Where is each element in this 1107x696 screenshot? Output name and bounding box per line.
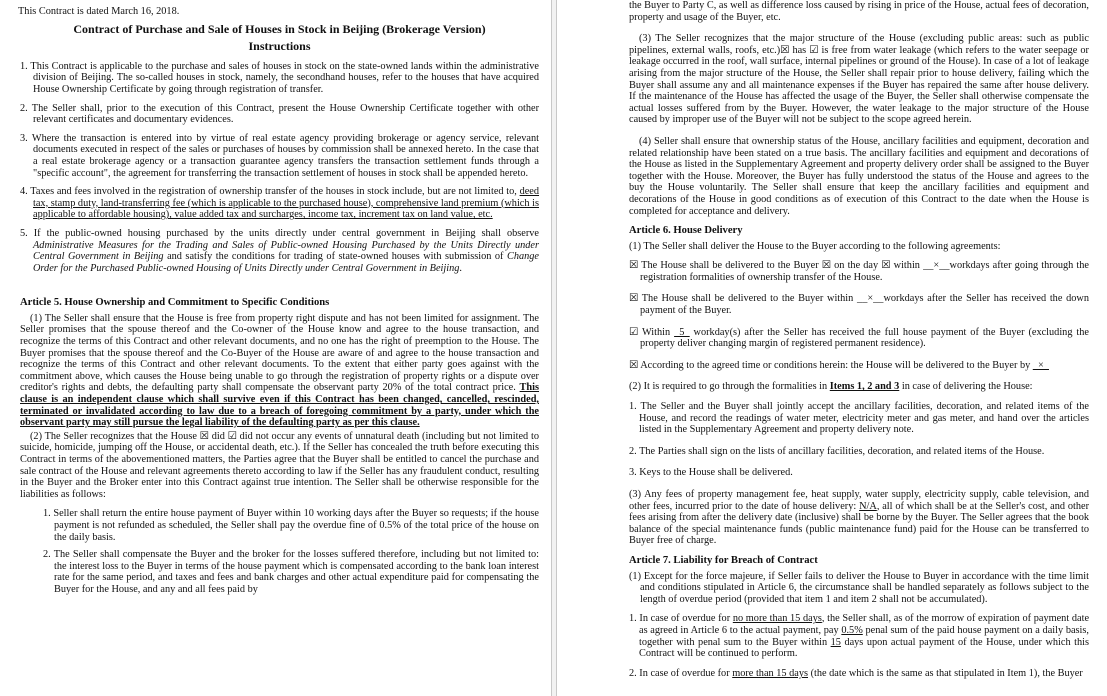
overdue-clause-1-a: 1. In case of overdue for <box>629 613 731 625</box>
item4-tax-list: deed tax, stamp duty, land-transferring fee (which is applicable to the purchased house), comprehensive land premium (which is applicable to affordable housing), value added tax and surcharges, income tax, increment tax on land value, etc. <box>33 186 540 221</box>
delivery-option-2 <box>629 293 1089 316</box>
item5-part-c: . <box>459 262 462 274</box>
article-6-item-3 <box>629 489 1089 547</box>
overdue-clause-2-b: (the date which is the same as that stipulated in Item 1), the Buyer <box>810 667 1083 679</box>
overdue-clause-1-b: , the Seller shall, as of the morrow of expiration of payment date as agreed in Article 6 to the actual payment, pay <box>639 613 1090 636</box>
article-6-items-ref: Items 1, 2 and 3 <box>829 381 900 393</box>
overdue-period-long: more than 15 days <box>732 667 808 679</box>
article-5-para-4: (4) Seller shall ensure that ownership status of the House, ancillary facilities and equipment, decoration and related relationship have been stated on a true basis. The ancillary facilities and equipment and decorations of the House as listed in the Supplementary Agreement and property delivery order shall be assigned to the Buyer together with the House. Moreover, the Buyer has fully understood the status of the House and agrees to the buy the House voluntarily. The Seller shall ensure that keep the ancillary facilities and equipment and decorations of the House in good conditions as of execution of this Contract to the date when the House is completed for acceptance and delivery. <box>629 135 1089 217</box>
overdue-clause-1 <box>629 613 1089 659</box>
delivery-option-2-b: workdays after the Seller has received the down payment of the Buyer. <box>640 293 1089 317</box>
overdue-period-short: no more than 15 days <box>732 613 822 625</box>
article-6-item-2 <box>629 381 1089 393</box>
item5-change-order-title: Change Order for the Purchased Public-owned Housing of Units Directly under Central Government in Beijing <box>33 251 539 274</box>
delivery-option-1 <box>629 260 1089 283</box>
item5-part-b: and satisfy the conditions for trading of state-owned houses with submission of <box>167 251 504 263</box>
item4-lead: 4. Taxes and fees involved in the registration of ownership transfer of the houses in stock include, but are not limited to, <box>20 186 517 198</box>
article-6-item-3-na: N/A <box>859 500 877 512</box>
instruction-item-1: 1. This Contract is applicable to the purchase and sales of houses in stock on the state-owned lands within the administrative division of Beijing. The so-called houses in stock, namely, the secondhand houses, refer to the houses that have acquired House Ownership Certificate by going through registration of transfer. <box>20 60 539 95</box>
delivery-option-2-blank: __×__ <box>857 293 884 305</box>
overdue-clause-1-c: penal sum of the paid house payment on a daily basis, together with penal sum to the Buyer within <box>639 624 1090 648</box>
delivery-option-4 <box>629 360 1089 372</box>
contract-title: Contract of Purchase and Sale of Houses in Stock in Beijing (Brokerage Version) <box>73 21 486 36</box>
article-5-para-1-text: (1) The Seller shall ensure that the House is free from property right dispute and has not been limited for assignment. The Seller promises that the spouse thereof and the Co-owner of the House know and agree to the house transaction, and recognize the terms of this Contract and other relevant documents, and no one has the right of preemption to the House. The Buyer promises that the spouse thereof and the Co-Buyer of the House are aware of and agree to the house transaction and recognize the terms of this Contract and other relevant documents. To the extent that either party goes against with the commitment above, which causes the House being unable to go through the registration of property rights or a dispute over creditor's rights and debts, the defaulting party shall compensate the observant party 20% of the total contract price. <box>20 312 539 394</box>
instruction-item-2: 2. The Seller shall, prior to the execution of this Contract, present the House Ownership Certificate together with other relevant certificates and documentary evidences. <box>20 102 539 126</box>
article-5-para-1 <box>20 313 539 429</box>
article-6-item-2-b: in case of delivering the House: <box>901 381 1033 393</box>
page-left <box>0 0 552 696</box>
delivery-option-4-a: ☒ According to the agreed time or conditions herein: the House will be delivered to the Buyer by <box>629 359 1031 371</box>
right-column <box>629 0 1089 679</box>
overdue-clause-1-d: days upon actual payment of the House, under which this Contract will be continued to perform. <box>639 636 1090 660</box>
article-7-heading: Article 7. Liability for Breach of Contract <box>629 554 818 566</box>
article-7-item-1: (1) Except for the force majeure, if Seller fails to deliver the House to Buyer in accordance with the time limit and conditions stipulated in Article 6, the circumstance shall be handled separately as follows subject to the length of overdue period (provided that item 1 and item 2 shall not be accumulated). <box>629 570 1089 605</box>
instruction-item-3: 3. Where the transaction is entered into by virtue of real estate agency providing brokerage or agency service, relevant documents executed in respect of the sales or purchases of houses by commission shall be annexed hereto. In the case that a real estate brokerage agency or a transaction guarantee agency transfers the transaction settlement funds through a "specific account", the agreement for transferring the transaction settlement of houses in stock shall be appended hereto. <box>20 132 539 179</box>
penalty-rate: 0.5% <box>841 624 863 636</box>
article-5-subitem-1: 1. Seller shall return the entire house payment of Buyer within 10 working days after the Buyer so requests; if the house payment is not refunded as scheduled, the Seller shall pay the overdue fine of 0.5% of the total price of the house on the daily basis. <box>43 508 539 543</box>
article-6-item-3-a: (3) Any fees of property management fee, heat supply, water supply, electricity supply, cable television, and other fees, incurred prior to the date of house delivery: <box>629 489 1089 512</box>
delivery-option-3 <box>629 327 1089 350</box>
overdue-clause-2-a: 2. In case of overdue for <box>629 667 730 679</box>
instruction-item-4 <box>20 186 539 221</box>
delivery-option-1-a: ☒ The House shall be delivered to the Buyer ☒ on the day ☒ within <box>629 260 920 272</box>
contract-date-line: This Contract is dated March 16, 2018. <box>18 6 180 17</box>
delivery-option-4-blank: _×_ <box>1032 359 1049 371</box>
delivery-option-2-a: ☒ The House shall be delivered to the Buyer within <box>629 293 854 305</box>
left-column <box>20 6 539 596</box>
article-5-subitem-2: 2. The Seller shall compensate the Buyer and the broker for the losses suffered therefore, including but not limited to: the interest loss to the Buyer in terms of the house payment which is compensated according to the bank loan interest rate for the same period, and taxes and fees and bank charges and other actual expenditure paid for compensating the Buyer for the House, and any and all fees paid by <box>43 549 539 595</box>
instructions-heading: Instructions <box>248 39 311 54</box>
instruction-item-5 <box>20 228 539 274</box>
delivery-formality-3: 3. Keys to the House shall be delivered. <box>629 467 793 479</box>
article-5-para-2: (2) The Seller recognizes that the House ☒ did ☑ did not occur any events of unnatural death (including but not limited to suicide, homicide, jumping off the House, or accidental death, etc.). If the Seller has concealed the truth before executing this Contract in terms of the abovementioned matters, the Parties agree that the Buyer shall be entitled to cancel the purchase and sale contract of the House and relevant agreements thereto according to law if the Seller has any fraudulent conduct, resulting in the Buyer and the Broker enter into this Contract against true intention. The Seller shall be otherwise responsible for the liabilities as follows: <box>20 430 539 500</box>
overdue-clause-2 <box>629 668 1089 680</box>
delivery-option-3-blank: _5_ <box>674 326 690 338</box>
delivery-option-3-a: ☑ Within <box>629 326 671 338</box>
article-6-item-1: (1) The Seller shall deliver the House to the Buyer according to the following agreements: <box>629 240 1001 252</box>
article-6-item-2-a: (2) It is required to go through the formalities in <box>629 381 828 393</box>
delivery-option-1-blank: __×__ <box>923 260 950 272</box>
item5-part-a: 5. If the public-owned housing purchased by the units directly under central government in Beijing shall observe <box>20 227 539 239</box>
article-6-heading: Article 6. House Delivery <box>629 225 743 237</box>
delivery-option-3-b: workday(s) after the Seller has received the full house payment of the Buyer (excluding the property deliver changing margin of registered permanent residence). <box>640 326 1090 350</box>
article-5-heading: Article 5. House Ownership and Commitment to Specific Conditions <box>20 297 330 309</box>
delivery-option-1-b: workdays after going through the registration formalities of ownership transfer of the House. <box>640 260 1090 283</box>
penalty-days: 15 <box>830 636 841 648</box>
item5-measures-title: Administrative Measures for the Trading and Sales of Public-owned Housing Purchased by the Units Directly under Central Government in Beijing <box>33 239 539 263</box>
independent-clause-text: This clause is an independent clause which shall survive even if this Contract has been changed, cancelled, rescinded, terminated or invalidated according to law due to a breach of foregoing commitment by a party, under which the observant party may still pursue the legal liability of the defaulting party as per this clause. <box>20 382 540 429</box>
delivery-formality-2: 2. The Parties shall sign on the lists of ancillary facilities, decoration, and related items of the House. <box>629 445 1045 457</box>
delivery-formality-1: 1. The Seller and the Buyer shall jointly accept the ancillary facilities, decoration, and related items of the House, and record the readings of water meter, electricity meter and gas meter, and hand over the articles listed in the Supplementary Agreement and property delivery note. <box>629 401 1089 436</box>
article-6-item-3-b: , all of which shall be at the Seller's cost, and other fees arising from after the delivery date (inclusive) shall be borne by the Buyer. The Seller agrees that the book balance of the special maintenance funds (public maintenance fund) paid for the House can be transferred to Buyer free of charge. <box>629 500 1090 547</box>
continuation-paragraph: the Buyer to Party C, as well as difference loss caused by rising in price of the House, actual fees of decoration, property and usage of the Buyer, etc. <box>629 0 1089 23</box>
article-5-para-3: (3) The Seller recognizes that the major structure of the House (excluding public areas: such as public pipelines, external walls, roofs, etc.)☒ has ☑ is free from water leakage (which refers to the water seepage or leakage occurred in the roof, wall surface, internal pipelines or ground of the House). In case of a lot of leakage arising from the major structure of the House, the Seller shall repair prior to house delivery, failing which the Buyer shall assume any and all maintenance expenses if the Buyer has repaired the same after house delivery. If the maintenance of the House has affected the usage of the Buyer, the Seller shall otherwise compensate the actual losses suffered from by the Buyer. However, the water leakage to the major structure of the House caused by improper use of the Buyer will not be subject to the scope agreed herein. <box>629 33 1089 126</box>
page-right <box>556 0 1107 696</box>
